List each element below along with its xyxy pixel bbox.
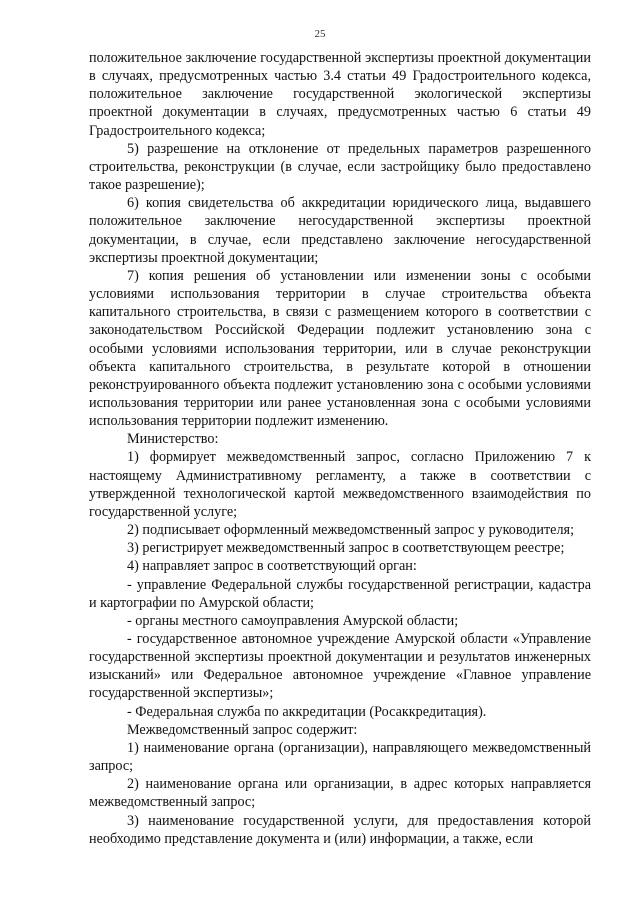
paragraph: 2) наименование органа или организации, в адрес которых направляется межведомственный запрос; <box>89 776 591 811</box>
paragraph: 1) формирует межведомственный запрос, согласно Приложению 7 к настоящему Административному регламенту, а также в соответствии с утвержденной технологической картой межведомственного взаимодействия по государственной услуге; <box>89 449 591 520</box>
paragraph: 1) наименование органа (организации), направляющего межведомственный запрос; <box>89 739 591 775</box>
paragraph: положительное заключение государственной экспертизы проектной документации в случаях, предусмотренных частью 3.4 статьи 49 Градостроительного кодекса, положительное заключение государственной экологической экспертизы проектной документации в случаях, предусмотренных частью 6 статьи 49 Градостроительного кодекса; <box>89 50 591 139</box>
paragraph: 7) копия решения об установлении или изменении зоны с особыми условиями использования территории в случае строительства объекта капитального строительства, в связи с размещением которого в соответствии с законодательством Российской Федерации подлежит установлению зона с особыми условиями использования территории, или в случае реконструкции объекта капитального строительства, в результате которой в отношении реконструированного объекта подлежит установлению зона с особыми условиями использования территории или ранее установленная зона с особыми условиями использования территории подлежит изменению. <box>89 267 591 430</box>
paragraph: Межведомственный запрос содержит: <box>127 721 358 738</box>
page-number: 25 <box>314 28 326 40</box>
paragraph: 6) копия свидетельства об аккредитации юридического лица, выдавшего положительное заключение негосударственной экспертизы проектной документации, в случае, если представлено заключение негосударственной экспертизы проектной документации; <box>89 195 591 266</box>
paragraph: 2) подписывает оформленный межведомственный запрос у руководителя; <box>127 522 575 539</box>
paragraph: 3) регистрирует межведомственный запрос в соответствующем реестре; <box>127 540 565 557</box>
paragraph: - управление Федеральной службы государственной регистрации, кадастра и картографии по Амурской области; <box>89 576 591 611</box>
paragraph: - органы местного самоуправления Амурской области; <box>127 612 459 629</box>
body-text <box>89 49 591 848</box>
paragraph: Министерство: <box>127 431 219 448</box>
paragraph: - государственное автономное учреждение Амурской области «Управление государственной экспертизы проектной документации и результатов инженерных изысканий» или Федеральное автономное учреждение «Главное управление государственной экспертизы»; <box>89 631 591 702</box>
paragraph: 4) направляет запрос в соответствующий орган: <box>127 558 417 575</box>
paragraph: 5) разрешение на отклонение от предельных параметров разрешенного строительства, реконструкции (в случае, если застройщику было предоставлено такое разрешение); <box>89 140 591 194</box>
paragraph: - Федеральная служба по аккредитации (Росаккредитация). <box>127 703 487 720</box>
paragraph: 3) наименование государственной услуги, для предоставления которой необходимо представление документа и (или) информации, а также, если <box>89 812 591 847</box>
